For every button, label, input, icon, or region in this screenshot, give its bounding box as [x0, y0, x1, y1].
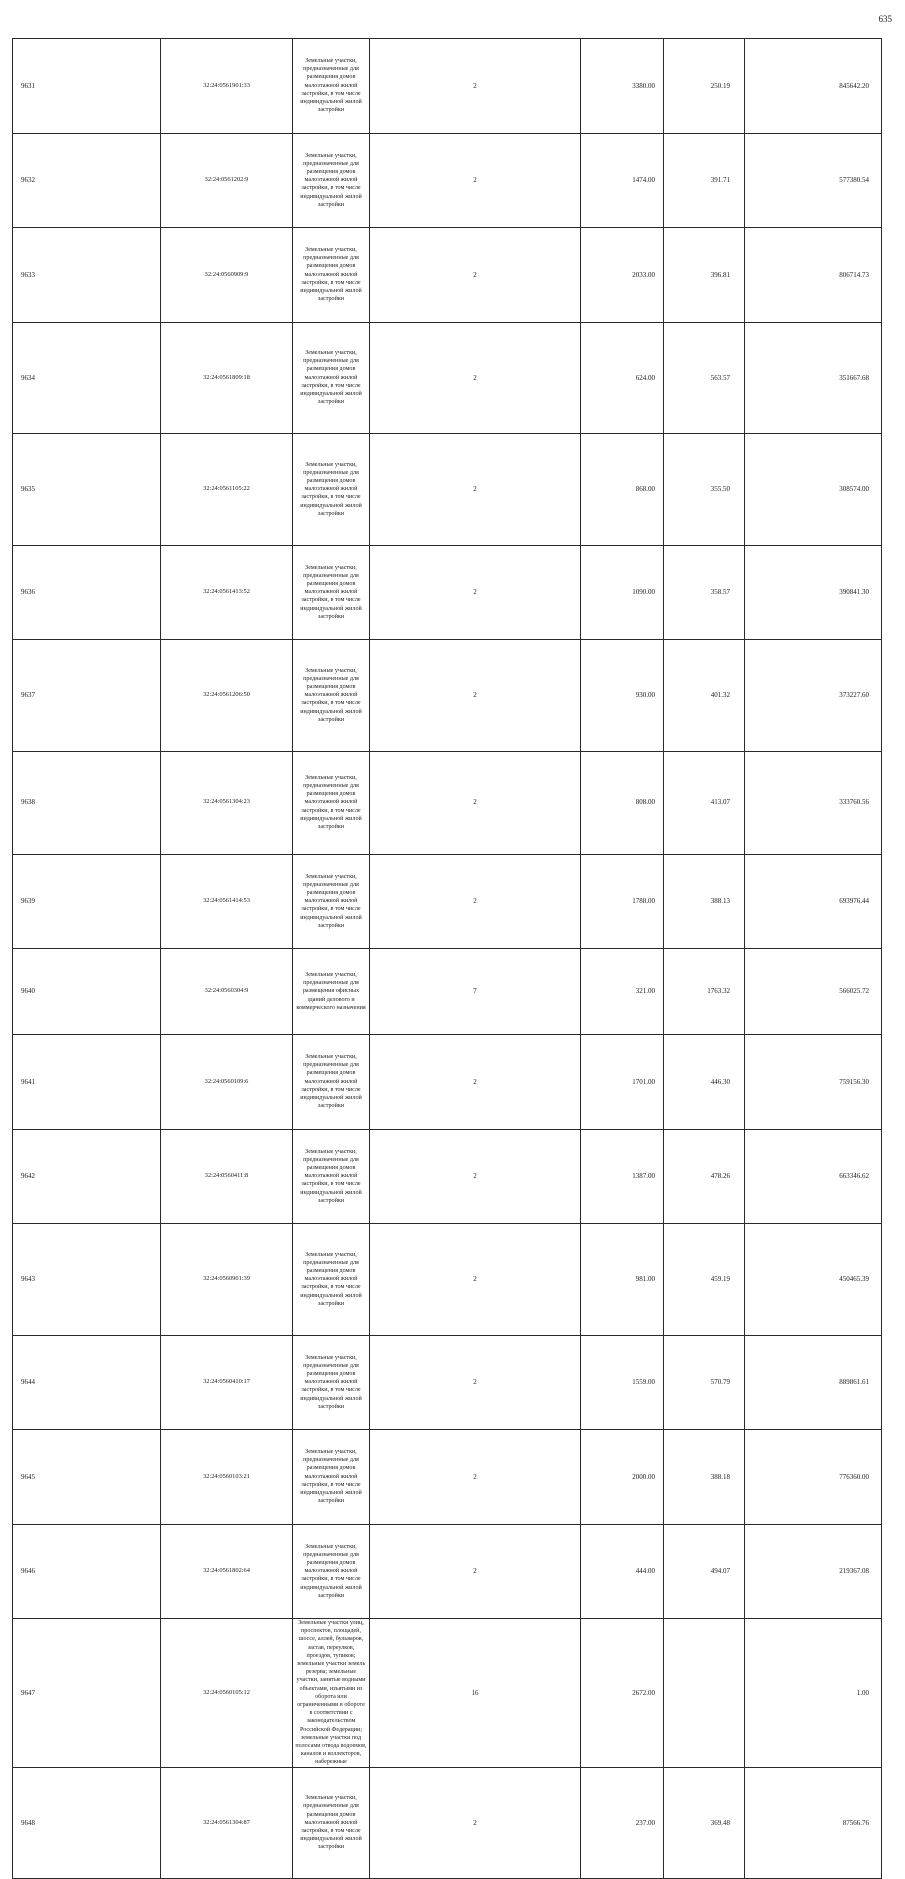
land-use-description-cell: Земельные участки, предназначенные для размещения домов малоэтажной жилой застройки, в том числе индивидуальной жилой застройки — [293, 1430, 370, 1525]
category-code-cell: 2 — [370, 640, 581, 752]
cadastral-number-cell: 32:24:0561202:9 — [161, 133, 293, 228]
cadastral-value-cell: 87566.76 — [745, 1767, 882, 1879]
category-code-cell: 2 — [370, 1335, 581, 1430]
cadastral-number-cell: 32:24:0560109:6 — [161, 1035, 293, 1130]
cadastral-value-cell: 663346.62 — [745, 1129, 882, 1224]
cadastral-value-cell: 450465.39 — [745, 1224, 882, 1336]
cadastral-value-cell: 889861.61 — [745, 1335, 882, 1430]
cadastral-number-cell: 32:24:0561304:87 — [161, 1767, 293, 1879]
area-cell: 808.00 — [581, 751, 664, 854]
land-use-description-cell: Земельные участки, предназначенные для размещения домов малоэтажной жилой застройки, в том числе индивидуальной жилой застройки — [293, 1035, 370, 1130]
price-per-unit-cell: 388.18 — [664, 1430, 745, 1525]
table-row — [13, 1767, 882, 1879]
land-use-description-cell: Земельные участки, предназначенные для размещения домов малоэтажной жилой застройки, в том числе индивидуальной жилой застройки — [293, 854, 370, 949]
category-code-cell: 2 — [370, 434, 581, 546]
row-number: 9642 — [13, 1129, 161, 1224]
cadastral-value-cell: 776360.00 — [745, 1430, 882, 1525]
category-code-cell: 2 — [370, 228, 581, 323]
row-number: 9635 — [13, 434, 161, 546]
cadastral-number-cell: 32:24:0561809:18 — [161, 322, 293, 434]
table-row — [13, 1129, 882, 1224]
price-per-unit-cell: 563.57 — [664, 322, 745, 434]
cadastral-number-cell: 32:24:0561206:50 — [161, 640, 293, 752]
table-row — [13, 640, 882, 752]
area-cell: 237.00 — [581, 1767, 664, 1879]
cadastral-number-cell: 32:24:0560410:17 — [161, 1335, 293, 1430]
price-per-unit-cell — [664, 1619, 745, 1768]
land-use-description-cell: Земельные участки, предназначенные для размещения домов малоэтажной жилой застройки, в том числе индивидуальной жилой застройки — [293, 1129, 370, 1224]
cadastral-number-cell: 32:24:0560411:8 — [161, 1129, 293, 1224]
cadastral-value-cell: 351667.68 — [745, 322, 882, 434]
table-row — [13, 1524, 882, 1619]
cadastral-number-cell: 32:24:0561413:52 — [161, 545, 293, 640]
table-row — [13, 1430, 882, 1525]
land-use-description-cell: Земельные участки, предназначенные для размещения домов малоэтажной жилой застройки, в том числе индивидуальной жилой застройки — [293, 228, 370, 323]
land-use-description-cell: Земельные участки, предназначенные для размещения домов малоэтажной жилой застройки, в том числе индивидуальной жилой застройки — [293, 39, 370, 134]
page-number: 635 — [878, 14, 892, 24]
cadastral-value-cell: 390841.30 — [745, 545, 882, 640]
category-code-cell: 2 — [370, 1430, 581, 1525]
row-number: 9631 — [13, 39, 161, 134]
table-row — [13, 1224, 882, 1336]
cadastral-value-cell: 845642.20 — [745, 39, 882, 134]
land-use-description-cell: Земельные участки, предназначенные для размещения домов малоэтажной жилой застройки, в том числе индивидуальной жилой застройки — [293, 322, 370, 434]
category-code-cell: 2 — [370, 751, 581, 854]
table-row — [13, 228, 882, 323]
area-cell: 3380.00 — [581, 39, 664, 134]
cadastral-value-cell: 333760.56 — [745, 751, 882, 854]
land-use-description-cell: Земельные участки, предназначенные для размещения домов малоэтажной жилой застройки, в том числе индивидуальной жилой застройки — [293, 640, 370, 752]
category-code-cell: 2 — [370, 854, 581, 949]
price-per-unit-cell: 413.07 — [664, 751, 745, 854]
area-cell: 1701.00 — [581, 1035, 664, 1130]
row-number: 9646 — [13, 1524, 161, 1619]
category-code-cell: 2 — [370, 1767, 581, 1879]
land-use-description-cell: Земельные участки улиц, проспектов, площадей, шоссе, аллей, бульваров, застав, переулков, проездов, тупиков; земельные участки земель резерва; земельные участки, занятые водными объектами, изъятыми из оборота или ограниченными в обороте в соответствии с законодательством Российской Федерации; земельные участки под полосами отвода водоемов, каналов и коллекторов, набережные — [293, 1619, 370, 1768]
area-cell: 2672.00 — [581, 1619, 664, 1768]
land-use-description-cell: Земельные участки, предназначенные для размещения домов малоэтажной жилой застройки, в том числе индивидуальной жилой застройки — [293, 545, 370, 640]
area-cell: 930.00 — [581, 640, 664, 752]
row-number: 9633 — [13, 228, 161, 323]
row-number: 9639 — [13, 854, 161, 949]
table-row — [13, 39, 882, 134]
price-per-unit-cell: 478.26 — [664, 1129, 745, 1224]
cadastral-value-cell: 759156.30 — [745, 1035, 882, 1130]
land-use-description-cell: Земельные участки, предназначенные для размещения домов малоэтажной жилой застройки, в том числе индивидуальной жилой застройки — [293, 1524, 370, 1619]
cadastral-value-cell: 373227.60 — [745, 640, 882, 752]
category-code-cell: 2 — [370, 1224, 581, 1336]
category-code-cell: 2 — [370, 39, 581, 134]
price-per-unit-cell: 494.07 — [664, 1524, 745, 1619]
row-number: 9644 — [13, 1335, 161, 1430]
table-row — [13, 949, 882, 1035]
area-cell: 1788.00 — [581, 854, 664, 949]
cadastral-number-cell: 32:24:0560103:21 — [161, 1430, 293, 1525]
category-code-cell: 2 — [370, 322, 581, 434]
price-per-unit-cell: 388.13 — [664, 854, 745, 949]
cadastral-number-cell: 32:24:0561105:22 — [161, 434, 293, 546]
land-use-description-cell: Земельные участки, предназначенные для размещения домов малоэтажной жилой застройки, в том числе индивидуальной жилой застройки — [293, 133, 370, 228]
land-use-description-cell: Земельные участки, предназначенные для размещения домов малоэтажной жилой застройки, в том числе индивидуальной жилой застройки — [293, 751, 370, 854]
table-row — [13, 751, 882, 854]
category-code-cell: 2 — [370, 133, 581, 228]
cadastral-value-cell: 1.00 — [745, 1619, 882, 1768]
row-number: 9647 — [13, 1619, 161, 1768]
cadastral-number-cell: 32:24:0560909:9 — [161, 228, 293, 323]
cadastral-number-cell: 32:24:0561802:64 — [161, 1524, 293, 1619]
area-cell: 624.00 — [581, 322, 664, 434]
area-cell: 1474.00 — [581, 133, 664, 228]
category-code-cell: 7 — [370, 949, 581, 1035]
area-cell: 321.00 — [581, 949, 664, 1035]
cadastral-number-cell: 32:24:0560105:12 — [161, 1619, 293, 1768]
area-cell: 444.00 — [581, 1524, 664, 1619]
cadastral-value-cell: 308574.00 — [745, 434, 882, 546]
row-number: 9648 — [13, 1767, 161, 1879]
area-cell: 981.00 — [581, 1224, 664, 1336]
table-row — [13, 545, 882, 640]
land-use-description-cell: Земельные участки, предназначенные для размещения офисных зданий делового и коммерческого назначения — [293, 949, 370, 1035]
category-code-cell: 2 — [370, 1129, 581, 1224]
row-number: 9636 — [13, 545, 161, 640]
area-cell: 1090.00 — [581, 545, 664, 640]
cadastral-value-cell: 806714.73 — [745, 228, 882, 323]
price-per-unit-cell: 369.48 — [664, 1767, 745, 1879]
row-number: 9637 — [13, 640, 161, 752]
category-code-cell: 2 — [370, 1524, 581, 1619]
price-per-unit-cell: 396.81 — [664, 228, 745, 323]
cadastral-value-cell: 219367.08 — [745, 1524, 882, 1619]
table-row — [13, 322, 882, 434]
cadastral-value-cell: 566025.72 — [745, 949, 882, 1035]
cadastral-number-cell: 32:24:0560304:9 — [161, 949, 293, 1035]
land-register-table — [12, 38, 882, 1879]
land-use-description-cell: Земельные участки, предназначенные для размещения домов малоэтажной жилой застройки, в том числе индивидуальной жилой застройки — [293, 1767, 370, 1879]
table-row — [13, 1035, 882, 1130]
row-number: 9632 — [13, 133, 161, 228]
row-number: 9634 — [13, 322, 161, 434]
table-row — [13, 1619, 882, 1768]
table-row — [13, 434, 882, 546]
price-per-unit-cell: 250.19 — [664, 39, 745, 134]
cadastral-value-cell: 693976.44 — [745, 854, 882, 949]
row-number: 9645 — [13, 1430, 161, 1525]
table-row — [13, 854, 882, 949]
land-use-description-cell: Земельные участки, предназначенные для размещения домов малоэтажной жилой застройки, в том числе индивидуальной жилой застройки — [293, 1224, 370, 1336]
row-number: 9643 — [13, 1224, 161, 1336]
row-number: 9641 — [13, 1035, 161, 1130]
table-body — [13, 39, 882, 1879]
category-code-cell: 2 — [370, 1035, 581, 1130]
cadastral-number-cell: 32:24:0561414:53 — [161, 854, 293, 949]
row-number: 9640 — [13, 949, 161, 1035]
area-cell: 2000.00 — [581, 1430, 664, 1525]
cadastral-number-cell: 32:24:0560901:39 — [161, 1224, 293, 1336]
table-row — [13, 1335, 882, 1430]
category-code-cell: 16 — [370, 1619, 581, 1768]
area-cell: 2033.00 — [581, 228, 664, 323]
row-number: 9638 — [13, 751, 161, 854]
price-per-unit-cell: 391.71 — [664, 133, 745, 228]
area-cell: 1387.00 — [581, 1129, 664, 1224]
price-per-unit-cell: 446.30 — [664, 1035, 745, 1130]
price-per-unit-cell: 355.50 — [664, 434, 745, 546]
cadastral-number-cell: 32:24:0561304:23 — [161, 751, 293, 854]
land-use-description-cell: Земельные участки, предназначенные для размещения домов малоэтажной жилой застройки, в том числе индивидуальной жилой застройки — [293, 434, 370, 546]
price-per-unit-cell: 570.79 — [664, 1335, 745, 1430]
table-row — [13, 133, 882, 228]
cadastral-value-cell: 577380.54 — [745, 133, 882, 228]
cadastral-number-cell: 32:24:0561901:33 — [161, 39, 293, 134]
area-cell: 1559.00 — [581, 1335, 664, 1430]
category-code-cell: 2 — [370, 545, 581, 640]
area-cell: 868.00 — [581, 434, 664, 546]
price-per-unit-cell: 358.57 — [664, 545, 745, 640]
price-per-unit-cell: 1763.32 — [664, 949, 745, 1035]
price-per-unit-cell: 459.19 — [664, 1224, 745, 1336]
land-use-description-cell: Земельные участки, предназначенные для размещения домов малоэтажной жилой застройки, в том числе индивидуальной жилой застройки — [293, 1335, 370, 1430]
price-per-unit-cell: 401.32 — [664, 640, 745, 752]
